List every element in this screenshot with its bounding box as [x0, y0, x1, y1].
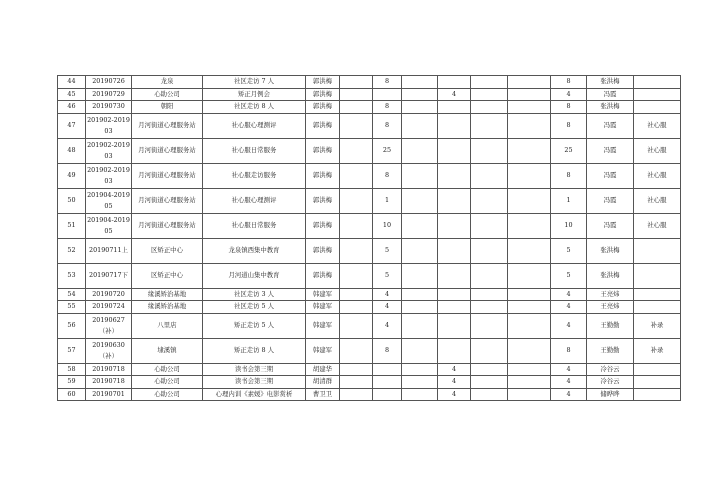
blank-cell: [340, 76, 373, 89]
blank-cell: [402, 88, 438, 101]
recorder-cell: 张洪梅: [587, 238, 634, 263]
activity-cell: 社心服心理测评: [203, 188, 306, 213]
recorder-cell: 张洪梅: [587, 76, 634, 89]
total-hours-cell: 4: [551, 363, 587, 376]
row-number: 54: [58, 288, 86, 301]
place-cell: 心助公司: [132, 363, 203, 376]
total-hours-cell: 4: [551, 88, 587, 101]
blank-cell: [471, 388, 508, 401]
meeting-hours-cell: [438, 263, 471, 288]
blank-cell: [340, 163, 373, 188]
meeting-hours-cell: [438, 188, 471, 213]
date-cell: 20190711上: [86, 238, 132, 263]
hours-cell: 8: [373, 76, 402, 89]
remark-cell: [634, 388, 681, 401]
remark-cell: 社心服: [634, 188, 681, 213]
blank-cell: [402, 376, 438, 389]
recorder-cell: 王亮炜: [587, 288, 634, 301]
remark-cell: 社心服: [634, 113, 681, 138]
meeting-hours-cell: [438, 338, 471, 363]
hours-cell: 5: [373, 238, 402, 263]
row-number: 45: [58, 88, 86, 101]
staff-cell: 韩建军: [306, 301, 340, 314]
place-cell: 缘溪矫治基地: [132, 301, 203, 314]
blank-cell: [340, 101, 373, 114]
date-cell: 20190630（补）: [86, 338, 132, 363]
hours-cell: 10: [373, 213, 402, 238]
staff-cell: 郭洪梅: [306, 113, 340, 138]
blank-cell: [402, 388, 438, 401]
table-row: [58, 188, 681, 213]
place-cell: 月河街道心理服务站: [132, 188, 203, 213]
date-cell: 20190627（补）: [86, 313, 132, 338]
blank-cell: [340, 288, 373, 301]
remark-cell: 补录: [634, 313, 681, 338]
table-row: [58, 388, 681, 401]
staff-cell: 韩建军: [306, 313, 340, 338]
place-cell: 埭溪镇: [132, 338, 203, 363]
blank-cell: [402, 163, 438, 188]
staff-cell: 胡清群: [306, 376, 340, 389]
remark-cell: 社心服: [634, 163, 681, 188]
table-row: [58, 363, 681, 376]
remark-cell: [634, 301, 681, 314]
recorder-cell: 张洪梅: [587, 263, 634, 288]
remark-cell: 社心服: [634, 138, 681, 163]
remark-cell: [634, 288, 681, 301]
activity-cell: 矫正走访 5 人: [203, 313, 306, 338]
blank-cell: [340, 313, 373, 338]
table-row: [58, 163, 681, 188]
date-cell: 201902-201903: [86, 138, 132, 163]
meeting-hours-cell: [438, 76, 471, 89]
total-hours-cell: 4: [551, 313, 587, 338]
row-number: 58: [58, 363, 86, 376]
blank-cell: [471, 363, 508, 376]
blank-cell: [508, 88, 551, 101]
blank-cell: [471, 263, 508, 288]
date-cell: 20190720: [86, 288, 132, 301]
blank-cell: [471, 313, 508, 338]
row-number: 57: [58, 338, 86, 363]
meeting-hours-cell: [438, 288, 471, 301]
staff-cell: 郭洪梅: [306, 138, 340, 163]
blank-cell: [340, 88, 373, 101]
blank-cell: [340, 388, 373, 401]
blank-cell: [508, 163, 551, 188]
table-row: [58, 376, 681, 389]
place-cell: 区矫正中心: [132, 238, 203, 263]
blank-cell: [340, 363, 373, 376]
total-hours-cell: 4: [551, 376, 587, 389]
activity-cell: 读书会第三期: [203, 363, 306, 376]
recorder-cell: 冯霞: [587, 113, 634, 138]
recorder-cell: 储晔晔: [587, 388, 634, 401]
hours-cell: 4: [373, 301, 402, 314]
recorder-cell: 冯霞: [587, 138, 634, 163]
recorder-cell: 王亮炜: [587, 301, 634, 314]
blank-cell: [471, 101, 508, 114]
blank-cell: [402, 188, 438, 213]
staff-cell: 曹卫卫: [306, 388, 340, 401]
blank-cell: [402, 138, 438, 163]
place-cell: 龙泉: [132, 76, 203, 89]
meeting-hours-cell: [438, 113, 471, 138]
activity-cell: 社心服日常服务: [203, 213, 306, 238]
blank-cell: [402, 238, 438, 263]
table-row: [58, 113, 681, 138]
remark-cell: [634, 363, 681, 376]
blank-cell: [508, 338, 551, 363]
total-hours-cell: 8: [551, 101, 587, 114]
place-cell: 月河街道心理服务站: [132, 163, 203, 188]
meeting-hours-cell: [438, 238, 471, 263]
staff-cell: 韩建军: [306, 288, 340, 301]
total-hours-cell: 4: [551, 388, 587, 401]
recorder-cell: 冷谷云: [587, 363, 634, 376]
remark-cell: [634, 76, 681, 89]
hours-cell: 8: [373, 163, 402, 188]
meeting-hours-cell: 4: [438, 376, 471, 389]
meeting-hours-cell: [438, 163, 471, 188]
place-cell: 朝阳: [132, 101, 203, 114]
blank-cell: [508, 363, 551, 376]
blank-cell: [508, 376, 551, 389]
blank-cell: [508, 76, 551, 89]
blank-cell: [402, 76, 438, 89]
blank-cell: [471, 288, 508, 301]
remark-cell: 社心服: [634, 213, 681, 238]
date-cell: 20190726: [86, 76, 132, 89]
blank-cell: [340, 213, 373, 238]
staff-cell: 郭洪梅: [306, 163, 340, 188]
activity-cell: 社心服走访服务: [203, 163, 306, 188]
place-cell: 心助公司: [132, 376, 203, 389]
blank-cell: [402, 263, 438, 288]
hours-cell: 8: [373, 338, 402, 363]
activity-cell: 社区走访 7 人: [203, 76, 306, 89]
total-hours-cell: 1: [551, 188, 587, 213]
blank-cell: [402, 363, 438, 376]
remark-cell: 补录: [634, 338, 681, 363]
blank-cell: [340, 338, 373, 363]
meeting-hours-cell: [438, 101, 471, 114]
date-cell: 201902-201903: [86, 163, 132, 188]
row-number: 56: [58, 313, 86, 338]
row-number: 59: [58, 376, 86, 389]
hours-cell: 1: [373, 188, 402, 213]
date-cell: 20190718: [86, 376, 132, 389]
blank-cell: [508, 263, 551, 288]
meeting-hours-cell: [438, 213, 471, 238]
staff-cell: 郭洪梅: [306, 88, 340, 101]
row-number: 55: [58, 301, 86, 314]
row-number: 47: [58, 113, 86, 138]
blank-cell: [508, 113, 551, 138]
place-cell: 心助公司: [132, 388, 203, 401]
blank-cell: [340, 301, 373, 314]
total-hours-cell: 8: [551, 113, 587, 138]
activity-cell: 矫正月例会: [203, 88, 306, 101]
date-cell: 20190729: [86, 88, 132, 101]
table-row: [58, 138, 681, 163]
blank-cell: [402, 338, 438, 363]
row-number: 52: [58, 238, 86, 263]
blank-cell: [402, 113, 438, 138]
recorder-cell: 王勤勤: [587, 313, 634, 338]
date-cell: 20190724: [86, 301, 132, 314]
place-cell: 区矫正中心: [132, 263, 203, 288]
blank-cell: [508, 238, 551, 263]
row-number: 53: [58, 263, 86, 288]
recorder-cell: 冷谷云: [587, 376, 634, 389]
blank-cell: [402, 288, 438, 301]
recorder-cell: 冯霞: [587, 213, 634, 238]
staff-cell: 郭洪梅: [306, 213, 340, 238]
blank-cell: [402, 213, 438, 238]
blank-cell: [508, 138, 551, 163]
recorder-cell: 王勤勤: [587, 338, 634, 363]
blank-cell: [340, 138, 373, 163]
date-cell: 20190701: [86, 388, 132, 401]
recorder-cell: 张洪梅: [587, 101, 634, 114]
blank-cell: [471, 163, 508, 188]
total-hours-cell: 5: [551, 263, 587, 288]
meeting-hours-cell: [438, 301, 471, 314]
activity-cell: 社区走访 3 人: [203, 288, 306, 301]
blank-cell: [471, 113, 508, 138]
remark-cell: [634, 101, 681, 114]
total-hours-cell: 8: [551, 76, 587, 89]
place-cell: 月河街道心理服务站: [132, 113, 203, 138]
meeting-hours-cell: 4: [438, 388, 471, 401]
place-cell: 月河街道心理服务站: [132, 213, 203, 238]
table-row: [58, 301, 681, 314]
hours-cell: [373, 363, 402, 376]
blank-cell: [471, 376, 508, 389]
blank-cell: [340, 376, 373, 389]
hours-cell: 4: [373, 313, 402, 338]
remark-cell: [634, 376, 681, 389]
blank-cell: [402, 313, 438, 338]
activity-cell: 矫正走访 8 人: [203, 338, 306, 363]
row-number: 44: [58, 76, 86, 89]
hours-cell: 8: [373, 101, 402, 114]
table-row: [58, 213, 681, 238]
blank-cell: [471, 88, 508, 101]
blank-cell: [508, 301, 551, 314]
activity-cell: 心理内训《素媛》电影赏析: [203, 388, 306, 401]
table-row: [58, 101, 681, 114]
staff-cell: 郭洪梅: [306, 76, 340, 89]
total-hours-cell: 8: [551, 338, 587, 363]
date-cell: 201902-201903: [86, 113, 132, 138]
meeting-hours-cell: 4: [438, 88, 471, 101]
hours-cell: 5: [373, 263, 402, 288]
table-row: [58, 238, 681, 263]
blank-cell: [340, 238, 373, 263]
row-number: 49: [58, 163, 86, 188]
total-hours-cell: 10: [551, 213, 587, 238]
remark-cell: [634, 263, 681, 288]
place-cell: 缘溪矫治基地: [132, 288, 203, 301]
row-number: 51: [58, 213, 86, 238]
table-row: [58, 263, 681, 288]
total-hours-cell: 4: [551, 301, 587, 314]
blank-cell: [402, 101, 438, 114]
activity-cell: 读书会第三期: [203, 376, 306, 389]
row-number: 46: [58, 101, 86, 114]
activity-cell: 社心服日常服务: [203, 138, 306, 163]
blank-cell: [402, 301, 438, 314]
activity-cell: 社区走访 5 人: [203, 301, 306, 314]
staff-cell: 郭洪梅: [306, 263, 340, 288]
date-cell: 20190730: [86, 101, 132, 114]
place-cell: 八里店: [132, 313, 203, 338]
blank-cell: [471, 301, 508, 314]
activity-cell: 社心服心理测评: [203, 113, 306, 138]
date-cell: 20190718: [86, 363, 132, 376]
place-cell: 月河街道心理服务站: [132, 138, 203, 163]
blank-cell: [471, 76, 508, 89]
hours-cell: 25: [373, 138, 402, 163]
staff-cell: 胡建华: [306, 363, 340, 376]
blank-cell: [340, 263, 373, 288]
table-row: [58, 338, 681, 363]
table-row: [58, 288, 681, 301]
total-hours-cell: 25: [551, 138, 587, 163]
meeting-hours-cell: [438, 313, 471, 338]
staff-cell: 韩建军: [306, 338, 340, 363]
hours-cell: [373, 388, 402, 401]
place-cell: 心助公司: [132, 88, 203, 101]
blank-cell: [340, 113, 373, 138]
table-row: [58, 88, 681, 101]
table-row: [58, 313, 681, 338]
total-hours-cell: 8: [551, 163, 587, 188]
blank-cell: [340, 188, 373, 213]
blank-cell: [471, 138, 508, 163]
remark-cell: [634, 238, 681, 263]
hours-cell: [373, 88, 402, 101]
recorder-cell: 冯霞: [587, 88, 634, 101]
total-hours-cell: 4: [551, 288, 587, 301]
blank-cell: [471, 338, 508, 363]
blank-cell: [508, 388, 551, 401]
date-cell: 201904-201905: [86, 213, 132, 238]
date-cell: 20190717下: [86, 263, 132, 288]
activity-cell: 社区走访 8 人: [203, 101, 306, 114]
remark-cell: [634, 88, 681, 101]
blank-cell: [471, 188, 508, 213]
blank-cell: [471, 213, 508, 238]
blank-cell: [508, 101, 551, 114]
staff-cell: 郭洪梅: [306, 238, 340, 263]
blank-cell: [508, 288, 551, 301]
hours-cell: 8: [373, 113, 402, 138]
row-number: 50: [58, 188, 86, 213]
blank-cell: [508, 188, 551, 213]
activity-cell: 月河道山集中教育: [203, 263, 306, 288]
total-hours-cell: 5: [551, 238, 587, 263]
row-number: 60: [58, 388, 86, 401]
recorder-cell: 冯霞: [587, 163, 634, 188]
hours-log-table: [57, 75, 681, 401]
staff-cell: 郭洪梅: [306, 188, 340, 213]
recorder-cell: 冯霞: [587, 188, 634, 213]
hours-cell: [373, 376, 402, 389]
row-number: 48: [58, 138, 86, 163]
hours-cell: 4: [373, 288, 402, 301]
staff-cell: 郭洪梅: [306, 101, 340, 114]
date-cell: 201904-201905: [86, 188, 132, 213]
activity-cell: 龙泉镇西集中教育: [203, 238, 306, 263]
blank-cell: [508, 213, 551, 238]
table-row: [58, 76, 681, 89]
blank-cell: [471, 238, 508, 263]
blank-cell: [508, 313, 551, 338]
meeting-hours-cell: [438, 138, 471, 163]
meeting-hours-cell: 4: [438, 363, 471, 376]
